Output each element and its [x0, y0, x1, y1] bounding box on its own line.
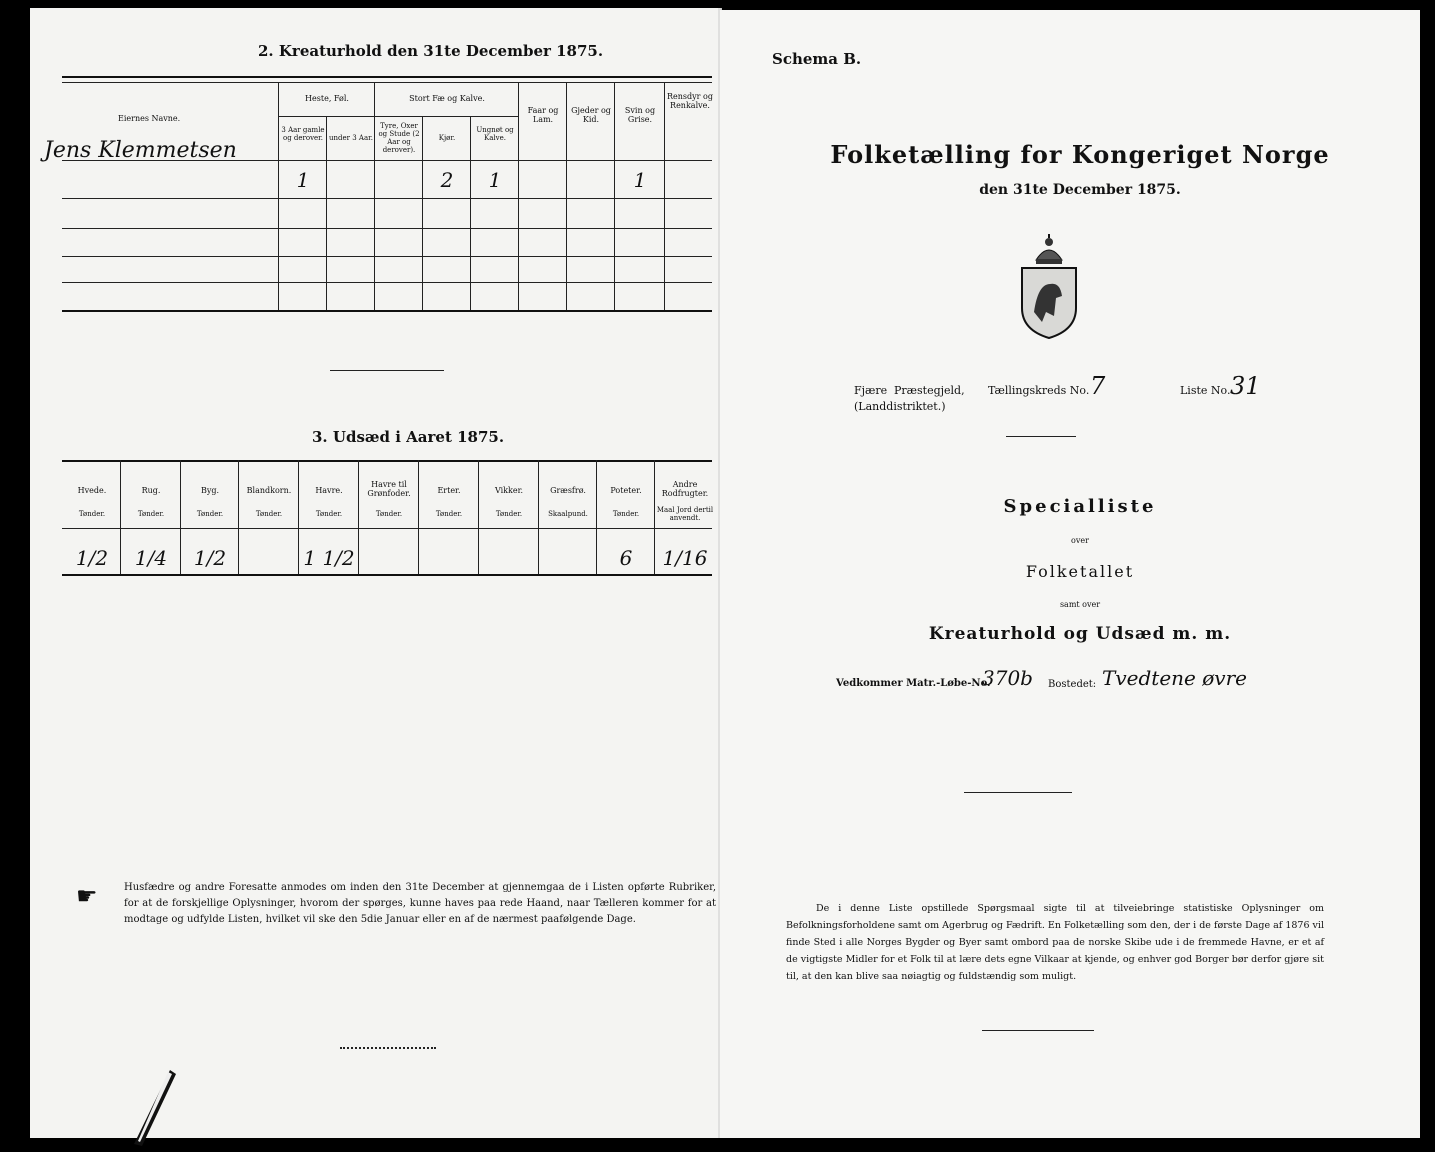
prestegjeld-label: Præstegjeld, [894, 384, 965, 397]
t3-value: 1/4 [134, 546, 168, 570]
col-line [664, 82, 665, 310]
col-line [238, 460, 239, 574]
col-line [654, 460, 655, 574]
cell-value: 1 [296, 168, 310, 192]
owner-name: Jens Klemmetsen [44, 138, 237, 163]
col-line [478, 460, 479, 574]
owner-header: Eiernes Navne. [118, 114, 181, 123]
cell-value: 2 [440, 168, 454, 192]
section2-title: 2. Kreaturhold den 31te December 1875. [258, 42, 604, 60]
col-header: under 3 Aar. [329, 134, 373, 142]
footnote-text: De i denne Liste opstillede Spørgsmaal sigte til at tilveiebringe statistiske Oplysninger om Befolkningsforholdene samt om Agerbrug og Fædrift. En Folketælling som den, der i de første Dage af 1876 vil finde Sted i alle Norges Bygder og Byer samt ombord paa de norske Skibe ude i de fremmede Havne, er et af de vigtigste Midler for et Folk til at lære dets egne Vilkaar at kjende, og enhver god Borger bør derfor gjøre sit til, at den kan blive saa nøiagtig og fuldstændig som muligt. [786, 903, 1324, 982]
t3-header: Havre til Grønfoder. [367, 480, 411, 498]
col-line [418, 460, 419, 574]
t3-header: Rug. [141, 486, 161, 495]
t3-unit: Skaalpund. [548, 510, 588, 518]
group-heste: Heste, Føl. [305, 94, 349, 103]
t3-header: Andre Rodfrugter. [661, 480, 709, 498]
col-header: Gjeder og Kid. [571, 106, 611, 124]
divider [330, 370, 444, 371]
t3-value: 1/2 [75, 546, 109, 570]
right-page [720, 10, 1420, 1138]
kreds-label: Tællingskreds No. [988, 384, 1090, 397]
table3-top-rule [62, 460, 712, 462]
bostedet-value: Tvedtene øvre [1102, 666, 1247, 690]
table2-bottom-rule [62, 310, 712, 312]
group-rule [278, 116, 374, 117]
t3-unit: Tønder. [255, 510, 283, 518]
t3-value: 1/2 [193, 546, 227, 570]
t3-unit: Tønder. [78, 510, 106, 518]
t3-unit: Tønder. [375, 510, 403, 518]
kreds-number: 7 [1090, 372, 1106, 400]
cell-value: 1 [633, 168, 647, 192]
matr-number: 370b [982, 666, 1033, 690]
col-line [538, 460, 539, 574]
section3-title: 3. Udsæd i Aaret 1875. [312, 428, 505, 446]
t3-unit: Maal Jord dertil anvendt. [656, 506, 714, 522]
district-prefix: Fjære [854, 384, 888, 397]
t3-header: Græsfrø. [550, 486, 586, 495]
t3-unit: Tønder. [137, 510, 165, 518]
col-header: Kjør. [438, 134, 456, 142]
end-rule [340, 1047, 436, 1049]
over-label: over [1071, 536, 1089, 545]
col-line [422, 116, 423, 310]
census-date: den 31te December 1875. [979, 182, 1181, 198]
col-header: Ungnøt og Kalve. [476, 126, 514, 142]
col-header: Tyre, Oxer og Stude (2 Aar og derover). [378, 122, 420, 154]
group-rule [374, 116, 518, 117]
pointing-hand-icon: ☛ [76, 882, 98, 910]
t3-value: 6 [619, 546, 633, 570]
col-line [518, 82, 519, 310]
t3-unit: Tønder. [196, 510, 224, 518]
t3-header: Hvede. [77, 486, 107, 495]
pen-icon [130, 1068, 180, 1148]
group-stort-fae: Stort Fæ og Kalve. [409, 94, 485, 103]
bostedet-label: Bostedet: [1048, 679, 1097, 690]
col-header: Svin og Grise. [624, 106, 656, 124]
col-line [298, 460, 299, 574]
col-line [470, 116, 471, 310]
col-line [566, 82, 567, 310]
divider [1006, 436, 1076, 437]
t3-unit: Tønder. [315, 510, 343, 518]
col-line [180, 460, 181, 574]
samt-over-label: samt over [1059, 600, 1101, 609]
col-line [326, 116, 327, 310]
divider [964, 792, 1072, 793]
t3-unit: Tønder. [495, 510, 523, 518]
t3-header: Blandkorn. [246, 486, 292, 495]
t3-header: Vikker. [494, 486, 524, 495]
census-title: Folketælling for Kongeriget Norge [830, 140, 1330, 169]
t3-header: Erter. [437, 486, 461, 495]
end-rule [982, 1030, 1094, 1031]
table3-bottom-rule [62, 574, 712, 576]
col-header: Rensdyr og Renkalve. [667, 92, 713, 110]
notice-text: Husfædre og andre Foresatte anmodes om inden den 31te December at gjennemgaa de i Listen opførte Rubriker, for at de forskjellige Oplysninger, hvorom der spørges, kunne haves paa rede Haand, naar Tælleren kommer for at modtage og udfylde Listen, hvilket vil ske den 5die Januar eller en af de nærmest paafølgende Dage. [124, 882, 716, 925]
col-line [614, 82, 615, 310]
liste-number: 31 [1230, 372, 1261, 400]
specialliste-heading: Specialliste [1003, 496, 1157, 517]
liste-label: Liste No. [1180, 384, 1231, 397]
t3-header: Byg. [200, 486, 220, 495]
t3-unit: Tønder. [435, 510, 463, 518]
t3-value: 1 1/2 [303, 546, 355, 570]
t3-value: 1/16 [662, 546, 708, 570]
kreaturhold-heading: Kreaturhold og Udsæd m. m. [928, 624, 1232, 644]
coat-of-arms-icon [1016, 232, 1082, 342]
t3-header: Poteter. [610, 486, 642, 495]
cell-value: 1 [488, 168, 502, 192]
folketallet-heading: Folketallet [1025, 562, 1135, 581]
col-header: Faar og Lam. [527, 106, 559, 124]
matr-label: Vedkommer Matr.-Løbe-No. [836, 678, 991, 689]
table3-header-rule [62, 528, 712, 529]
col-line [120, 460, 121, 574]
left-page [30, 8, 718, 1138]
t3-header: Havre. [315, 486, 343, 495]
table2-top-rule [62, 76, 712, 78]
col-line [358, 460, 359, 574]
t3-unit: Tønder. [612, 510, 640, 518]
landdistrikt-label: (Landdistriktet.) [854, 400, 946, 413]
schema-label: Schema B. [772, 50, 862, 68]
col-header: 3 Aar gamle og derover. [281, 126, 325, 142]
col-line [596, 460, 597, 574]
